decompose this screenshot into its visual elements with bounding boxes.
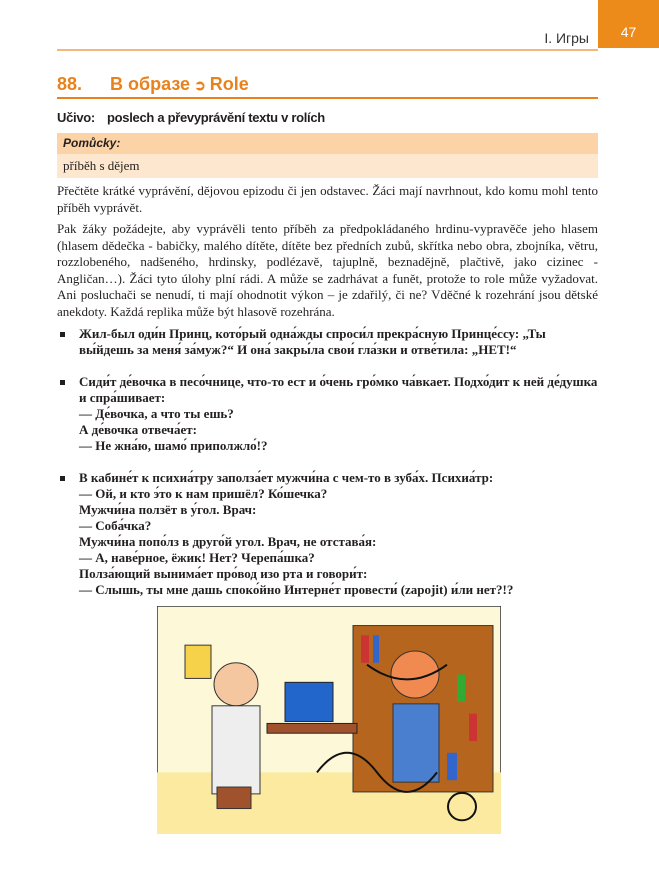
anecdote-line: — Не жна́ю, шамо́ приполжло́!? <box>79 438 268 453</box>
title-czech: Role <box>209 74 249 94</box>
curriculum-label: Učivo: <box>57 110 95 125</box>
anecdote-item <box>57 374 598 454</box>
title-russian: В образе <box>110 74 191 94</box>
paragraph: Pak žáky požádejte, aby vyprávěli tento příběh za předpokládaného hrdinu-vypravěče jeho hlasem (hlasem dědečka - babičky, malého dítěte, dítěte bez předních zubů, skřítka nebo obra, zbojníka, větru, rozzlobeného, nadšeného, hrdinsky, podlézavě, tajuplně, beznadějně, plačtivě, jako cizinec -Angličan…). Žáci tyto úlohy plní rádi. A může se zadrhávat a funět, protože to role může vyžadovat. Ani posluchači se nenudí, ti mají ohodnotit výkon – je zdařilý, či ne? Vděčné k rozehrání jsou dětské anekdoty. Každá replika může být hlasově rozehrána. <box>57 221 598 319</box>
anecdote-line: — Слышь, ты мне дашь споко́йно Интерне́т провести́ (zapojit) и́ли нет?!? <box>79 582 514 597</box>
curriculum-line <box>57 110 325 125</box>
anecdote-line: Мужчи́на попо́лз в друго́й угол. Врач, не отстава́я: <box>79 534 377 549</box>
page-number: 47 <box>598 0 659 48</box>
arrow-icon: ➲ <box>194 77 206 93</box>
anecdote-line: — Ой, и кто э́то к нам пришёл? Ко́шечка? <box>79 486 328 501</box>
instructions <box>57 183 598 325</box>
anecdote-line: — Де́вочка, а что ты ешь? <box>79 406 234 421</box>
anecdote-line: — Соба́чка? <box>79 518 152 533</box>
aids-label: Pomůcky: <box>57 133 598 154</box>
anecdote-item <box>57 470 598 598</box>
paragraph: Přečtěte krátké vyprávění, dějovou epizodu či jen odstavec. Žáci mají navrhnout, kdo komu mohl tento příběh vyprávět. <box>57 183 598 215</box>
exercise-title <box>57 74 598 99</box>
anecdote-line: В кабине́т к психиа́тру заполза́ет мужчи́на с чем-то в зуба́х. Психиа́тр: <box>79 470 494 485</box>
header-divider <box>57 49 598 51</box>
anecdote-line: Мужчи́на ползёт в у́гол. Врач: <box>79 502 257 517</box>
anecdote-line: — А, наве́рное, ёжик! Нет? Черепа́шка? <box>79 550 315 565</box>
anecdote-line: Сиди́т де́вочка в песо́чнице, что-то ест и о́чень гро́мко ча́вкает. Подхо́дит к ней де́душка и спра́шивает: <box>79 374 598 405</box>
anecdote-line: Полза́ющий вынима́ет про́вод изо рта и говори́т: <box>79 566 368 581</box>
chapter-title: I. Игры <box>544 30 589 46</box>
illustration-psychiatrist <box>157 606 501 834</box>
anecdote-line: А де́вочка отвеча́ет: <box>79 422 197 437</box>
curriculum-text: poslech a převyprávění textu v rolích <box>107 110 325 125</box>
anecdote-line: Жил-был оди́н Принц, кото́рый одна́жды спроси́л прекра́сную Принце́ссу: „Ты вы́йдешь за меня́ за́муж?“ И она́ закры́ла свои́ гла́зки и отве́тила: „НЕТ!“ <box>79 326 546 357</box>
anecdote-item <box>57 326 598 358</box>
aids-text: příběh s dějem <box>57 154 598 178</box>
exercise-number: 88. <box>57 74 83 94</box>
